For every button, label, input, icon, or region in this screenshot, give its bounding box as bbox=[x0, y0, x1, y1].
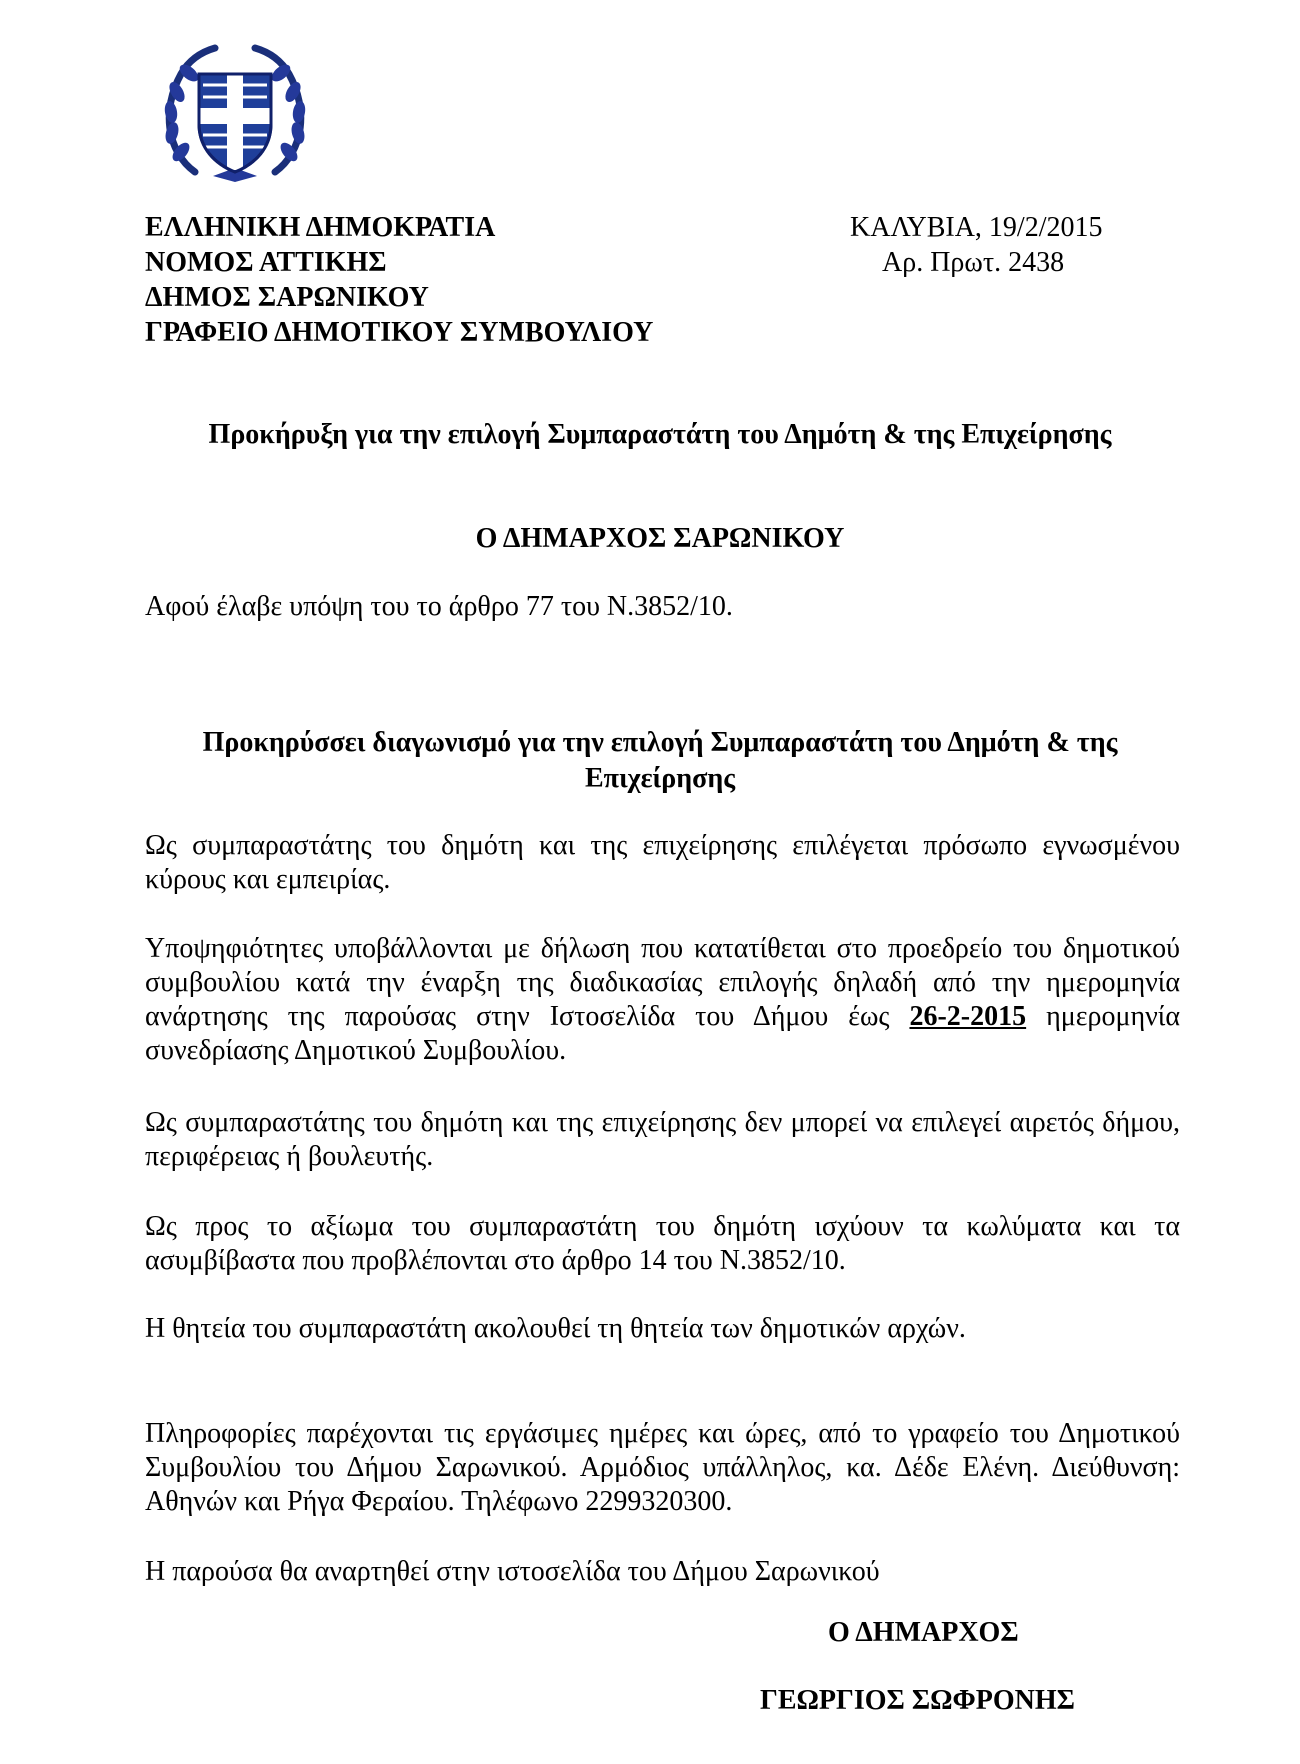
paragraph-impediments: Ως προς το αξίωμα του συμπαραστάτη του δημότη ισχύουν τα κωλύματα και τα ασυμβίβαστα που προβλέπονται στο άρθρο 14 του Ν.3852/10. bbox=[145, 1211, 1180, 1276]
header-line-municipality: ΔΗΜΟΣ ΣΑΡΩΝΙΚΟΥ bbox=[145, 282, 429, 313]
mayor-heading: Ο ΔΗΜΑΡΧΟΣ ΣΑΡΩΝΙΚΟΥ bbox=[475, 523, 845, 554]
header-line-republic: ΕΛΛΗΝΙΚΗ ΔΗΜΟΚΡΑΤΙΑ bbox=[145, 212, 496, 243]
place-date: ΚΑΛΥΒΙΑ, 19/2/2015 bbox=[850, 212, 1103, 243]
applications-text: Υποψηφιότητες υποβάλλονται με δήλωση που κατατίθεται στο προεδρείο του δημοτικού συμβουλίου κατά την έναρξη της διαδικασίας επιλογής δηλαδή από την ημερομηνία ανάρτησης της παρούσας στην Ιστοσελίδα του Δήμου έως bbox=[145, 933, 1180, 1032]
header-line-office: ΓΡΑΦΕΙΟ ΔΗΜΟΤΙΚΟΥ ΣΥΜΒΟΥΛΙΟΥ bbox=[145, 317, 654, 348]
paragraph-applications bbox=[145, 932, 1180, 1068]
applications-text-end: ημερομηνία συνεδρίασης Δημοτικού Συμβουλίου. bbox=[145, 1001, 1180, 1066]
header-line-prefecture: ΝΟΜΟΣ ΑΤΤΙΚΗΣ bbox=[145, 247, 387, 278]
signature-name: ΓΕΩΡΓΙΟΣ ΣΩΦΡΟΝΗΣ bbox=[760, 1685, 1075, 1716]
greek-coat-of-arms-icon bbox=[155, 40, 315, 190]
signature-role: Ο ΔΗΜΑΡΧΟΣ bbox=[828, 1617, 1019, 1648]
issuer-header bbox=[145, 210, 653, 350]
document-title: Προκήρυξη για την επιλογή Συμπαραστάτη του Δημότη & της Επιχείρησης bbox=[208, 419, 1112, 450]
protocol-number: Αρ. Πρωτ. 2438 bbox=[882, 247, 1065, 278]
paragraph-information: Πληροφορίες παρέχονται τις εργάσιμες ημέρες και ώρες, από το γραφείο του Δημοτικού Συμβουλίου του Δήμου Σαρωνικού. Αρμόδιος υπάλληλος, κα. Δέδε Ελένη. Διεύθυνση: Αθηνών και Ρήγα Φεραίου. Τηλέφωνο 2299320300. bbox=[145, 1418, 1180, 1517]
announcement-line-1: Προκηρύσσει διαγωνισμό για την επιλογή Συμπαραστάτη του Δημότη & της bbox=[202, 727, 1118, 758]
announcement-heading bbox=[0, 725, 1300, 797]
paragraph-qualification: Ως συμπαραστάτης του δημότη και της επιχείρησης επιλέγεται πρόσωπο εγνωσμένου κύρους και εμπειρίας. bbox=[145, 830, 1180, 895]
considering-paragraph: Αφού έλαβε υπόψη του το άρθρο 77 του Ν.3852/10. bbox=[145, 591, 733, 622]
announcement-line-2: Επιχείρησης bbox=[584, 763, 736, 794]
paragraph-ineligibility: Ως συμπαραστάτης του δημότη και της επιχείρησης δεν μπορεί να επιλεγεί αιρετός δήμου, περιφέρειας ή βουλευτής. bbox=[145, 1107, 1180, 1172]
paragraph-term: Η θητεία του συμπαραστάτη ακολουθεί τη θητεία των δημοτικών αρχών. bbox=[145, 1313, 966, 1344]
deadline-date: 26-2-2015 bbox=[909, 1001, 1027, 1032]
paragraph-publication: Η παρούσα θα αναρτηθεί στην ιστοσελίδα του Δήμου Σαρωνικού bbox=[145, 1556, 880, 1587]
